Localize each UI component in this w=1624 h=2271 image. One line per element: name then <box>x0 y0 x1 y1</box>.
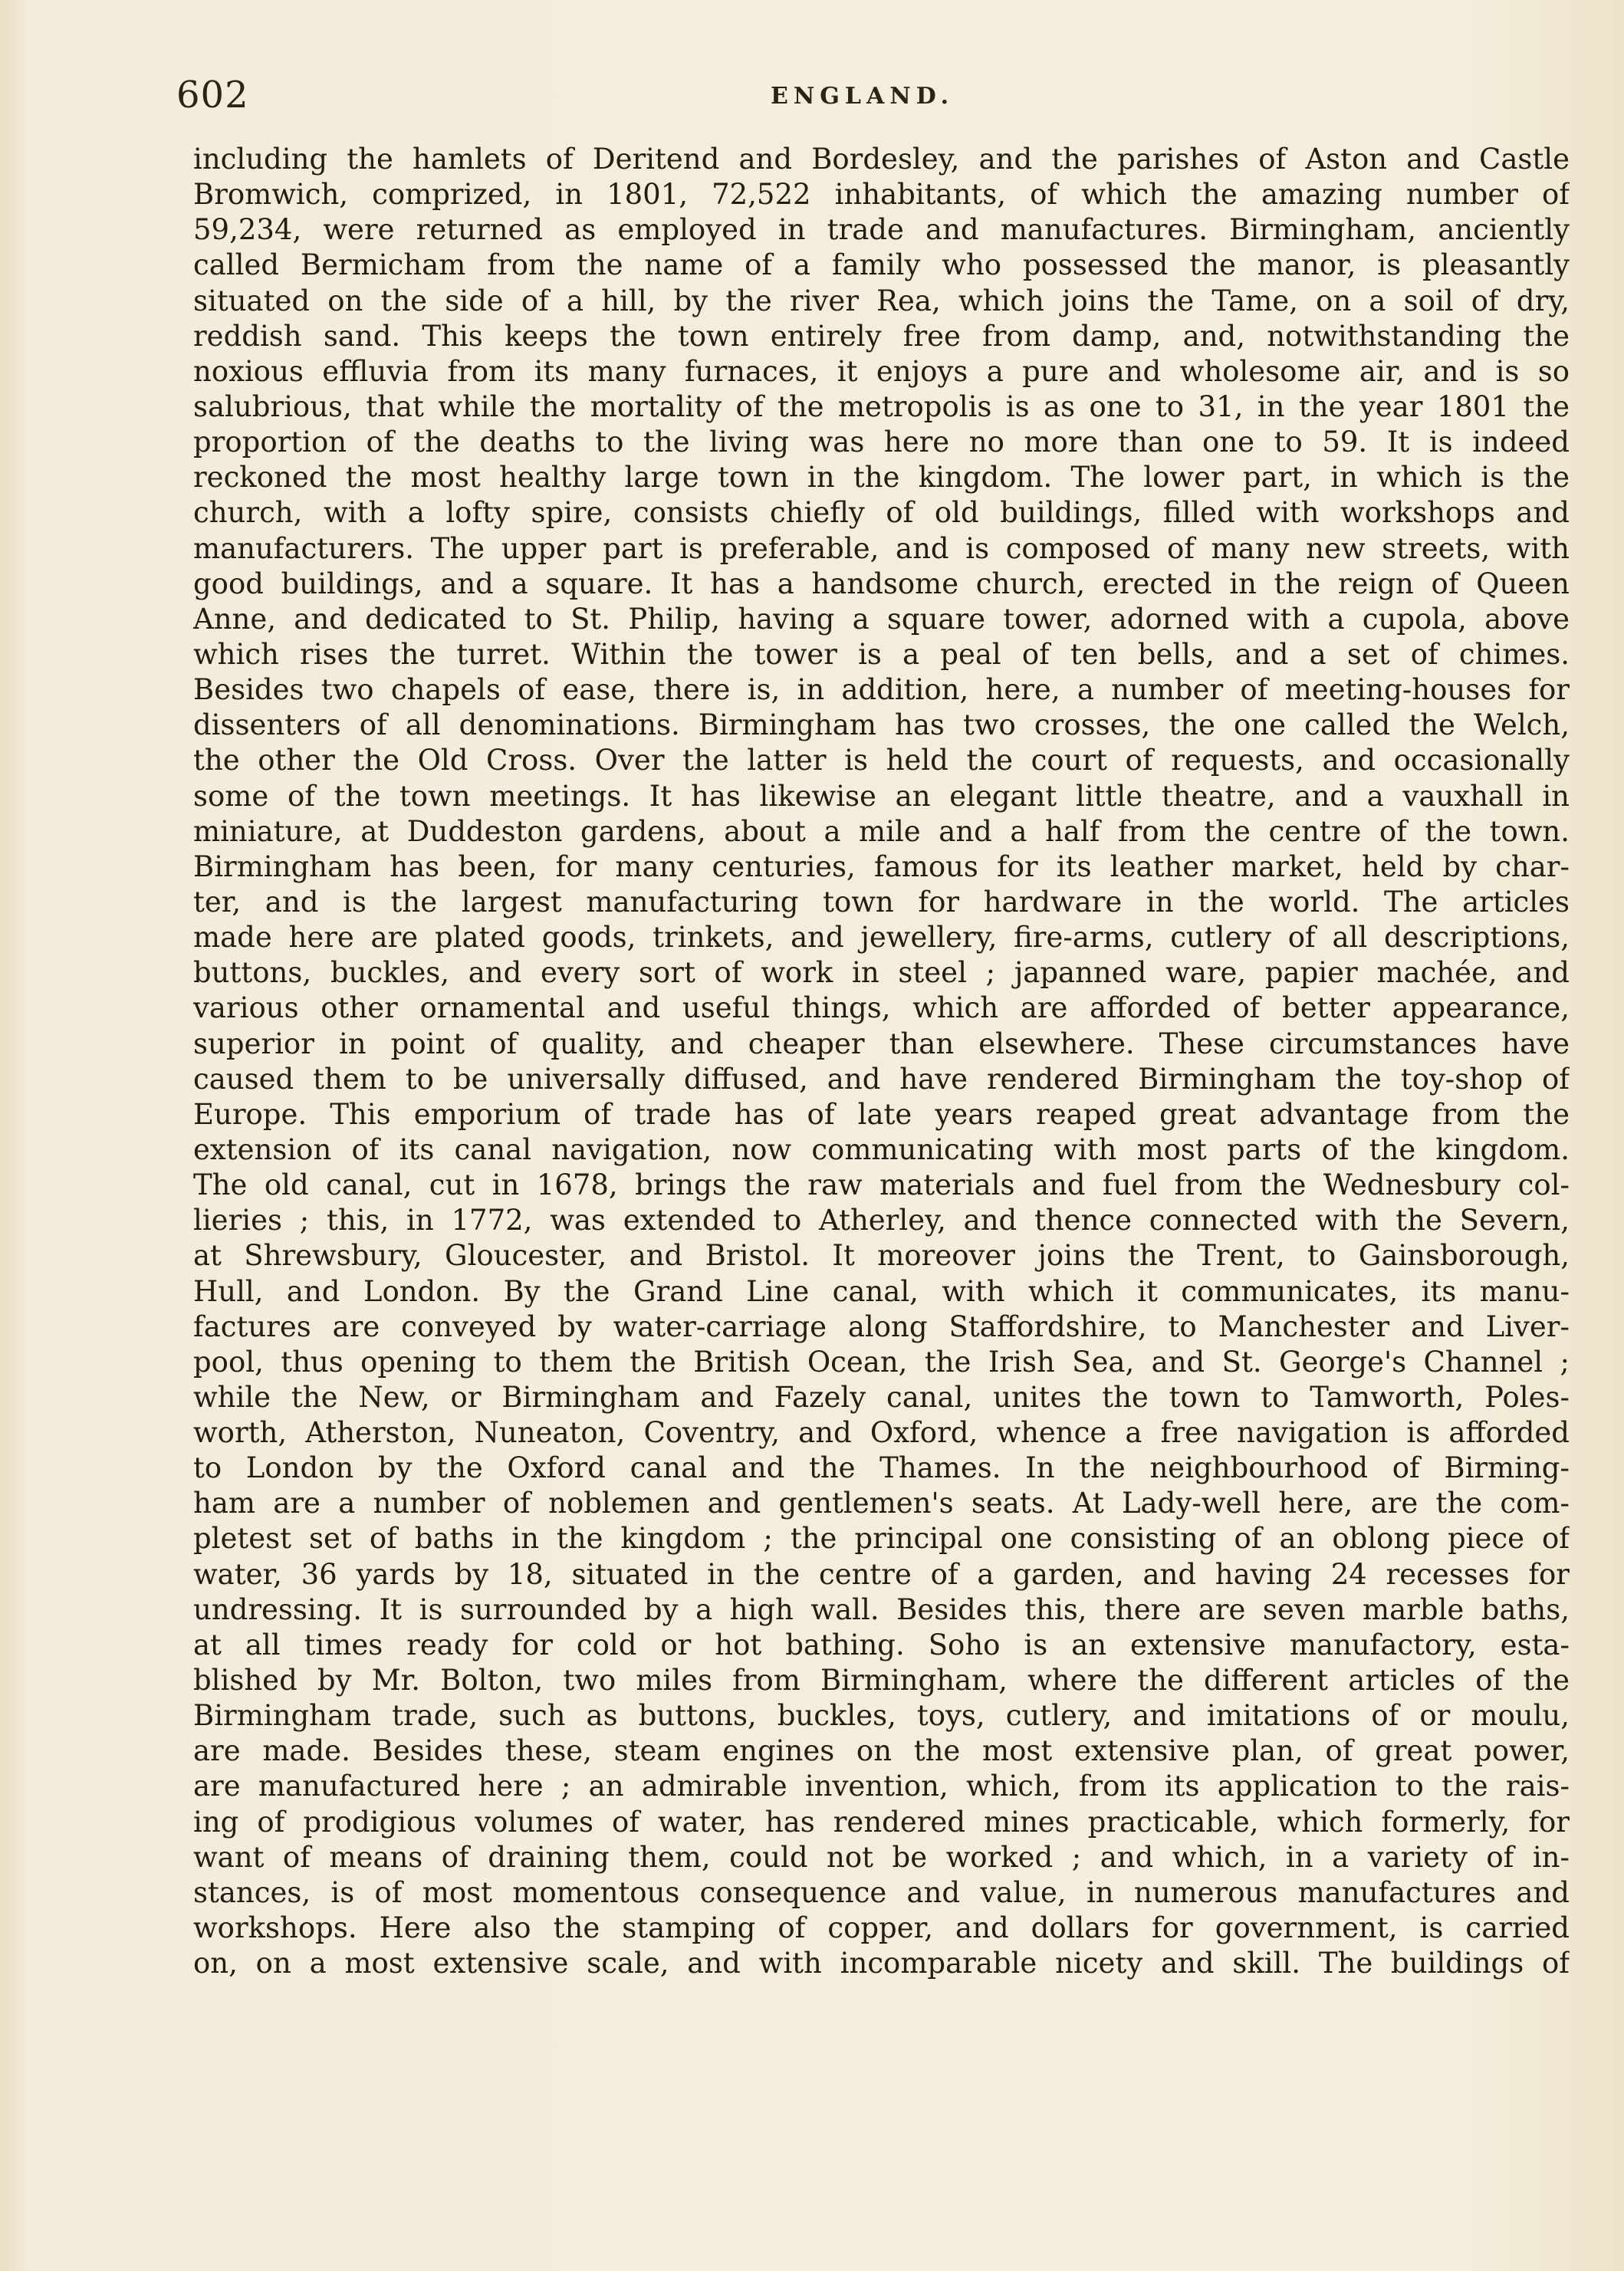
text-line: workshops. Here also the stamping of copper, and dollars for government, is carried <box>193 1911 1570 1945</box>
text-line: at all times ready for cold or hot bathing. Soho is an extensive manufactory, esta- <box>193 1628 1570 1661</box>
text-line: ham are a number of noblemen and gentlemen's seats. At Lady-well here, are the com- <box>193 1487 1570 1520</box>
text-line: the other the Old Cross. Over the latter is held the court of requests, and occasionally <box>193 744 1570 777</box>
text-line: pletest set of baths in the kingdom ; the principal one consisting of an oblong piece of <box>193 1522 1570 1556</box>
text-line: worth, Atherston, Nuneaton, Coventry, and Oxford, whence a free navigation is afforded <box>193 1416 1570 1450</box>
running-head: ENGLAND. <box>771 83 955 110</box>
text-line: while the New, or Birmingham and Fazely canal, unites the town to Tamworth, Poles- <box>193 1380 1570 1414</box>
text-line: good buildings, and a square. It has a handsome church, erected in the reign of Queen <box>193 567 1570 600</box>
text-line: which rises the turret. Within the tower is a peal of ten bells, and a set of chimes. <box>193 637 1570 671</box>
text-line: pool, thus opening to them the British Ocean, the Irish Sea, and St. George's Channel ; <box>193 1345 1570 1379</box>
text-line: Birmingham has been, for many centuries, famous for its leather market, held by char- <box>193 850 1570 883</box>
text-line: blished by Mr. Bolton, two miles from Birmingham, where the different articles of the <box>193 1664 1570 1697</box>
text-line: at Shrewsbury, Gloucester, and Bristol. It moreover joins the Trent, to Gainsborough, <box>193 1239 1570 1273</box>
page-number: 602 <box>176 74 249 117</box>
text-line: factures are conveyed by water-carriage along Staffordshire, to Manchester and Liver- <box>193 1310 1570 1343</box>
text-line: to London by the Oxford canal and the Thames. In the neighbourhood of Birming- <box>193 1451 1570 1485</box>
text-line: manufacturers. The upper part is preferable, and is composed of many new streets, with <box>193 531 1570 565</box>
body-text <box>193 142 1570 1981</box>
text-line: Besides two chapels of ease, there is, in addition, here, a number of meeting-houses for <box>193 673 1570 707</box>
text-line: salubrious, that while the mortality of the metropolis is as one to 31, in the year 1801 the <box>193 389 1570 423</box>
text-line: superior in point of quality, and cheaper than elsewhere. These circumstances have <box>193 1027 1570 1060</box>
text-line: reddish sand. This keeps the town entirely free from damp, and, notwithstanding the <box>193 319 1570 353</box>
text-line: are manufactured here ; an admirable invention, which, from its application to the rais- <box>193 1770 1570 1803</box>
text-line: extension of its canal navigation, now communicating with most parts of the kingdom. <box>193 1132 1570 1166</box>
text-line: Anne, and dedicated to St. Philip, having a square tower, adorned with a cupola, above <box>193 602 1570 636</box>
text-line: lieries ; this, in 1772, was extended to Atherley, and thence connected with the Severn, <box>193 1204 1570 1237</box>
text-line: situated on the side of a hill, by the river Rea, which joins the Tame, on a soil of dry, <box>193 284 1570 317</box>
text-line: dissenters of all denominations. Birmingham has two crosses, the one called the Welch, <box>193 708 1570 742</box>
text-line: Hull, and London. By the Grand Line canal, with which it communicates, its manu- <box>193 1274 1570 1308</box>
text-line: Birmingham trade, such as buttons, buckles, toys, cutlery, and imitations of or moulu, <box>193 1699 1570 1733</box>
text-line: made here are plated goods, trinkets, and jewellery, fire-arms, cutlery of all descriptions, <box>193 921 1570 955</box>
text-line: various other ornamental and useful things, which are afforded of better appearance, <box>193 991 1570 1025</box>
text-line: reckoned the most healthy large town in the kingdom. The lower part, in which is the <box>193 461 1570 495</box>
text-line: The old canal, cut in 1678, brings the raw materials and fuel from the Wednesbury col- <box>193 1168 1570 1202</box>
text-line: church, with a lofty spire, consists chiefly of old buildings, filled with workshops and <box>193 496 1570 530</box>
text-line: noxious effluvia from its many furnaces, it enjoys a pure and wholesome air, and is so <box>193 354 1570 388</box>
text-line: called Bermicham from the name of a family who possessed the manor, is pleasantly <box>193 248 1570 282</box>
text-line: water, 36 yards by 18, situated in the centre of a garden, and having 24 recesses for <box>193 1557 1570 1591</box>
text-line: 59,234, were returned as employed in trade and manufactures. Birmingham, anciently <box>193 213 1570 247</box>
text-line: are made. Besides these, steam engines on the most extensive plan, of great power, <box>193 1734 1570 1768</box>
text-line: stances, is of most momentous consequence and value, in numerous manufactures and <box>193 1875 1570 1909</box>
text-line: ing of prodigious volumes of water, has rendered mines practicable, which formerly, for <box>193 1805 1570 1839</box>
text-line: miniature, at Duddeston gardens, about a mile and a half from the centre of the town. <box>193 814 1570 848</box>
text-line: proportion of the deaths to the living was here no more than one to 59. It is indeed <box>193 426 1570 459</box>
text-line: buttons, buckles, and every sort of work in steel ; japanned ware, papier machée, and <box>193 956 1570 990</box>
text-line: want of means of draining them, could not be worked ; and which, in a variety of in- <box>193 1840 1570 1874</box>
text-line: ter, and is the largest manufacturing town for hardware in the world. The articles <box>193 885 1570 919</box>
page-header <box>176 74 1587 127</box>
text-line: some of the town meetings. It has likewise an elegant little theatre, and a vauxhall in <box>193 779 1570 813</box>
text-line: caused them to be universally diffused, and have rendered Birmingham the toy-shop of <box>193 1062 1570 1096</box>
text-line: undressing. It is surrounded by a high wall. Besides this, there are seven marble baths, <box>193 1592 1570 1626</box>
text-line: Bromwich, comprized, in 1801, 72,522 inhabitants, of which the amazing number of <box>193 178 1570 212</box>
text-line: including the hamlets of Deritend and Bordesley, and the parishes of Aston and Castle <box>193 143 1570 176</box>
text-line: on, on a most extensive scale, and with incomparable nicety and skill. The buildings of <box>193 1947 1570 1980</box>
text-line: Europe. This emporium of trade has of late years reaped great advantage from the <box>193 1097 1570 1131</box>
